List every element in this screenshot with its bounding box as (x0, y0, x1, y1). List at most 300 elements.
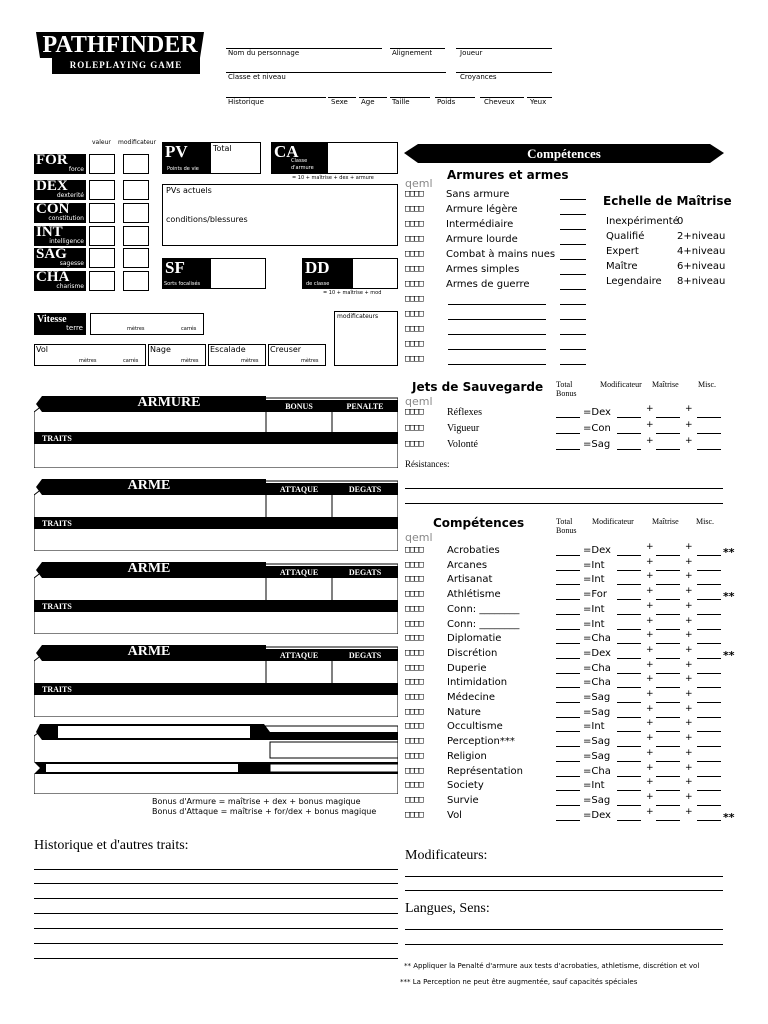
skill-misc-line[interactable] (697, 820, 721, 821)
history-line[interactable] (34, 943, 398, 944)
saves-title: Jets de Sauvegarde (412, 380, 544, 394)
armor-weapon-value-line[interactable] (560, 229, 586, 230)
skill-misc-line[interactable] (697, 761, 721, 762)
weapon-traits-header: TRAITS (42, 519, 72, 528)
mastery-value: 2+niveau (677, 231, 726, 242)
skill-mastery-line[interactable] (656, 614, 680, 615)
skill-misc-line[interactable] (697, 599, 721, 600)
proficiency-checkboxes[interactable]: □□□□ (405, 721, 423, 731)
skill-misc-line[interactable] (697, 629, 721, 630)
plus-sign: + (646, 616, 654, 626)
save-misc-line[interactable] (697, 433, 721, 434)
skill-mastery-line[interactable] (656, 761, 680, 762)
dd-abbr: DD (305, 258, 330, 277)
save-mastery-line[interactable] (656, 417, 680, 418)
proficiency-checkboxes[interactable]: □□□□ (405, 249, 423, 259)
ability-abbr: CHA (36, 269, 70, 285)
proficiency-checkboxes[interactable]: □□□□ (405, 339, 423, 349)
skill-misc-line[interactable] (697, 643, 721, 644)
burrow-metres: mètres (301, 358, 319, 364)
skill-modifier-line[interactable] (617, 629, 641, 630)
proficiency-checkboxes[interactable]: □□□□ (405, 751, 423, 761)
mastery-name: Maître (606, 261, 638, 272)
save-mastery-line[interactable] (656, 433, 680, 434)
armor-weapon-blank-line[interactable] (448, 304, 546, 305)
skill-mastery-line[interactable] (656, 776, 680, 777)
weapon-attack-header: ATTAQUE (279, 568, 319, 577)
proficiency-checkboxes[interactable]: □□□□ (405, 574, 423, 584)
swim-speed-box[interactable] (148, 344, 206, 366)
ability-abbr: INT (36, 224, 63, 240)
fly-metres: mètres (79, 358, 97, 364)
skill-total-line[interactable] (556, 570, 580, 571)
fly-speed-box[interactable] (34, 344, 146, 366)
ability-value-box[interactable] (89, 154, 115, 174)
weapon-title: ARME (127, 644, 171, 659)
skill-modifier-line[interactable] (617, 761, 641, 762)
ability-modifier-box[interactable] (123, 226, 149, 246)
skill-total-line[interactable] (556, 658, 580, 659)
ability-name: sagesse (59, 260, 84, 267)
skill-modifier-line[interactable] (617, 570, 641, 571)
proficiency-checkboxes[interactable]: □□□□ (405, 619, 423, 629)
armor-weapon-value-line[interactable] (560, 244, 586, 245)
armor-weapon-value-line[interactable] (560, 259, 586, 260)
history-line[interactable] (34, 928, 398, 929)
save-misc-line[interactable] (697, 449, 721, 450)
skill-total-line[interactable] (556, 731, 580, 732)
plus-sign: + (685, 645, 693, 655)
armor-weapon-value-line[interactable] (560, 364, 586, 365)
weapon-traits-header: TRAITS (42, 602, 72, 611)
proficiency-checkboxes[interactable]: □□□□ (405, 354, 423, 364)
skill-mastery-line[interactable] (656, 820, 680, 821)
plus-sign: + (685, 660, 693, 670)
skill-name: Survie (447, 795, 479, 806)
skill-modifier-line[interactable] (617, 599, 641, 600)
skill-modifier-line[interactable] (617, 702, 641, 703)
dd-value-box[interactable] (352, 258, 398, 289)
speed-value-box[interactable] (90, 313, 204, 335)
ability-value-box[interactable] (89, 271, 115, 291)
save-total-line[interactable] (556, 449, 580, 450)
proficiency-checkboxes[interactable]: □□□□ (405, 264, 423, 274)
proficiency-checkboxes[interactable]: □□□□ (405, 795, 423, 805)
proficiency-checkboxes[interactable]: □□□□ (405, 324, 423, 334)
plus-sign: + (685, 733, 693, 743)
skill-name: Perception*** (447, 736, 515, 747)
skill-modifier-line[interactable] (617, 658, 641, 659)
plus-sign: + (685, 763, 693, 773)
skill-total-line[interactable] (556, 776, 580, 777)
skill-modifier-line[interactable] (617, 555, 641, 556)
history-line[interactable] (34, 883, 398, 884)
armor-weapon-blank-line[interactable] (448, 334, 546, 335)
proficiency-checkboxes[interactable]: □□□□ (405, 663, 423, 673)
skill-mastery-line[interactable] (656, 805, 680, 806)
languages-line-1[interactable] (405, 929, 723, 930)
skill-modifier-line[interactable] (617, 687, 641, 688)
skills-total-header: Total (556, 517, 573, 526)
skill-modifier-line[interactable] (617, 643, 641, 644)
ca-sub1: Classe (291, 158, 308, 164)
armor-weapons-qeml: qeml (405, 177, 433, 190)
skill-stat: =Dex (583, 545, 611, 556)
proficiency-checkboxes[interactable]: □□□□ (405, 736, 423, 746)
footnote-armor-penalty: ** Appliquer la Penalté d'armure aux tests d'acrobaties, athletisme, discrétion et vol (404, 962, 700, 970)
skill-name: Duperie (447, 663, 487, 674)
mastery-value: 4+niveau (677, 246, 726, 257)
armor-weapon-value-line[interactable] (560, 274, 586, 275)
mastery-value: 6+niveau (677, 261, 726, 272)
plus-sign: + (685, 792, 693, 802)
skill-name: Intimidation (447, 677, 508, 688)
ability-modifier-box[interactable] (123, 154, 149, 174)
skill-mastery-line[interactable] (656, 643, 680, 644)
ability-label-int (34, 226, 86, 246)
skill-name: Nature (447, 707, 481, 718)
armor-weapon-value-line[interactable] (560, 334, 586, 335)
ability-value-box[interactable] (89, 203, 115, 223)
skill-total-line[interactable] (556, 702, 580, 703)
proficiency-checkboxes[interactable]: □□□□ (405, 279, 423, 289)
armor-weapon-value-line[interactable] (560, 319, 586, 320)
skill-mastery-line[interactable] (656, 629, 680, 630)
history-line[interactable] (34, 913, 398, 914)
ability-value-box[interactable] (89, 248, 115, 268)
sex-label: Sexe (331, 98, 348, 106)
speed-sub: terre (66, 324, 83, 332)
dd-label-block (302, 258, 352, 289)
save-name: Réflexes (447, 407, 482, 418)
ca-label-block (271, 142, 327, 174)
weapon-title: ARME (127, 478, 171, 493)
proficiency-checkboxes[interactable]: □□□□ (405, 692, 423, 702)
skill-misc-line[interactable] (697, 673, 721, 674)
plus-sign: + (646, 777, 654, 787)
plus-sign: + (646, 630, 654, 640)
skill-mastery-line[interactable] (656, 687, 680, 688)
save-modifier-line[interactable] (617, 417, 641, 418)
dd-sub: de classe (306, 281, 330, 287)
armor-weapon-value-line[interactable] (560, 304, 586, 305)
resistances-line-2[interactable] (405, 503, 723, 504)
attack-bonus-note: Bonus d'Attaque = maîtrise + for/dex + bonus magique (152, 807, 377, 816)
proficiency-checkboxes[interactable]: □□□□ (405, 707, 423, 717)
skill-misc-line[interactable] (697, 658, 721, 659)
history-line[interactable] (34, 958, 398, 959)
proficiency-checkboxes[interactable]: □□□□ (405, 439, 423, 449)
skill-total-line[interactable] (556, 643, 580, 644)
plus-sign: + (646, 704, 654, 714)
skill-total-line[interactable] (556, 687, 580, 688)
armor-weapon-name: Armes simples (446, 264, 520, 275)
armor-bonus-note: Bonus d'Armure = maîtrise + dex + bonus magique (152, 797, 361, 806)
history-line[interactable] (34, 869, 398, 870)
armor-weapon-value-line[interactable] (560, 289, 586, 290)
proficiency-checkboxes[interactable]: □□□□ (405, 309, 423, 319)
skill-modifier-line[interactable] (617, 776, 641, 777)
proficiency-checkboxes[interactable]: □□□□ (405, 604, 423, 614)
speed-modifiers-label: modificateurs (337, 313, 379, 320)
modifiers-title: Modificateurs: (405, 848, 488, 863)
proficiency-checkboxes[interactable]: □□□□ (405, 648, 423, 658)
skill-mastery-line[interactable] (656, 790, 680, 791)
skill-total-line[interactable] (556, 629, 580, 630)
saves-mastery-header: Maîtrise (652, 380, 679, 389)
armor-weapon-name: Intermédiaire (446, 219, 514, 230)
skill-modifier-line[interactable] (617, 717, 641, 718)
skill-name: Acrobaties (447, 545, 500, 556)
skill-name: Religion (447, 751, 487, 762)
armor-bonus-header: BONUS (285, 402, 313, 411)
skill-name: Diplomatie (447, 633, 502, 644)
proficiency-checkboxes[interactable]: □□□□ (405, 766, 423, 776)
skill-misc-line[interactable] (697, 702, 721, 703)
armor-weapon-name: Combat à mains nues (446, 249, 556, 260)
save-modifier-line[interactable] (617, 449, 641, 450)
conditions-label: conditions/blessures (166, 215, 248, 224)
speed-label: Vitesse (37, 314, 67, 325)
sf-value-box[interactable] (210, 258, 266, 289)
plus-sign: + (685, 420, 693, 430)
ability-value-header: valeur (92, 139, 111, 146)
skill-stat: =Cha (583, 677, 611, 688)
weapon-attack-header: ATTAQUE (279, 485, 319, 494)
plus-sign: + (646, 763, 654, 773)
skill-name: Arcanes (447, 560, 488, 571)
ability-label-sag (34, 248, 86, 268)
modifiers-line-1[interactable] (405, 876, 723, 877)
skill-misc-line[interactable] (697, 731, 721, 732)
ability-name: charisme (56, 283, 84, 290)
skill-misc-line[interactable] (697, 717, 721, 718)
history-title: Historique et d'autres traits: (34, 838, 189, 853)
skill-modifier-line[interactable] (617, 790, 641, 791)
speed-carres: carrés (181, 326, 197, 332)
speed-label-block (34, 313, 86, 335)
ca-value-box[interactable] (327, 142, 398, 174)
plus-sign: + (646, 420, 654, 430)
class-level-label: Classe et niveau (228, 73, 286, 81)
languages-line-2[interactable] (405, 944, 723, 945)
proficiency-checkboxes[interactable]: □□□□ (405, 407, 423, 417)
skill-stat: =Int (583, 780, 605, 791)
skill-misc-line[interactable] (697, 746, 721, 747)
proficiency-checkboxes[interactable]: □□□□ (405, 234, 423, 244)
skill-total-line[interactable] (556, 805, 580, 806)
skill-modifier-line[interactable] (617, 584, 641, 585)
skill-modifier-line[interactable] (617, 614, 641, 615)
weapon-damage-header: DEGATS (348, 568, 382, 577)
skill-misc-line[interactable] (697, 790, 721, 791)
save-total-line[interactable] (556, 417, 580, 418)
saves-qeml: qeml (405, 395, 433, 408)
save-total-line[interactable] (556, 433, 580, 434)
skill-mastery-line[interactable] (656, 702, 680, 703)
armor-weapon-blank-line[interactable] (448, 364, 546, 365)
skill-stat: =Cha (583, 766, 611, 777)
ability-modifier-box[interactable] (123, 203, 149, 223)
skill-total-line[interactable] (556, 599, 580, 600)
proficiency-checkboxes[interactable]: □□□□ (405, 219, 423, 229)
plus-sign: + (646, 586, 654, 596)
plus-sign: + (646, 645, 654, 655)
ability-modifier-header: modificateur (118, 139, 157, 146)
armor-penalty-mark: ** (723, 590, 735, 603)
proficiency-checkboxes[interactable]: □□□□ (405, 204, 423, 214)
skill-total-line[interactable] (556, 790, 580, 791)
skill-misc-line[interactable] (697, 614, 721, 615)
skill-modifier-line[interactable] (617, 820, 641, 821)
weapon-damage-header: DEGATS (348, 651, 382, 660)
skills-bonus-header: Bonus (556, 526, 577, 535)
burrow-speed-box[interactable] (268, 344, 326, 366)
ability-abbr: FOR (36, 152, 68, 168)
skill-total-line[interactable] (556, 614, 580, 615)
height-label: Taille (392, 98, 410, 106)
proficiency-checkboxes[interactable]: □□□□ (405, 633, 423, 643)
proficiency-checkboxes[interactable]: □□□□ (405, 294, 423, 304)
mastery-name: Inexpérimenté (606, 216, 679, 227)
history-line[interactable] (34, 898, 398, 899)
skill-name: Conn: ________ (447, 619, 520, 630)
armor-weapon-blank-line[interactable] (448, 319, 546, 320)
skill-mastery-line[interactable] (656, 599, 680, 600)
ability-abbr: SAG (36, 246, 67, 262)
modifiers-line-2[interactable] (405, 890, 723, 891)
save-mastery-line[interactable] (656, 449, 680, 450)
skill-misc-line[interactable] (697, 570, 721, 571)
skill-stat: =Int (583, 619, 605, 630)
proficiency-checkboxes[interactable]: □□□□ (405, 677, 423, 687)
armor-weapon-value-line[interactable] (560, 349, 586, 350)
skill-total-line[interactable] (556, 673, 580, 674)
skill-stat: =Sag (583, 751, 611, 762)
player-label: Joueur (460, 49, 483, 57)
age-label: Age (361, 98, 375, 106)
skill-total-line[interactable] (556, 746, 580, 747)
skill-total-line[interactable] (556, 717, 580, 718)
skill-mastery-line[interactable] (656, 673, 680, 674)
ability-value-box[interactable] (89, 180, 115, 200)
armor-weapon-name: Sans armure (446, 189, 510, 200)
skill-total-line[interactable] (556, 584, 580, 585)
speed-modifiers-box[interactable] (334, 311, 398, 366)
skills-qeml: qeml (405, 531, 433, 544)
plus-sign: + (685, 704, 693, 714)
skill-modifier-line[interactable] (617, 805, 641, 806)
ability-modifier-box[interactable] (123, 271, 149, 291)
save-misc-line[interactable] (697, 417, 721, 418)
skill-misc-line[interactable] (697, 584, 721, 585)
plus-sign: + (685, 542, 693, 552)
armor-weapon-blank-line[interactable] (448, 349, 546, 350)
mastery-value: 8+niveau (677, 276, 726, 287)
climb-label: Escalade (210, 345, 246, 354)
skill-mastery-line[interactable] (656, 658, 680, 659)
ca-formula: = 10 + maîtrise + dex + armure (292, 175, 374, 181)
proficiency-checkboxes[interactable]: □□□□ (405, 423, 423, 433)
skill-mastery-line[interactable] (656, 717, 680, 718)
plus-sign: + (685, 718, 693, 728)
pv-current-box[interactable] (162, 184, 398, 246)
ability-abbr: DEX (36, 178, 68, 194)
weapon-traits-header: TRAITS (42, 685, 72, 694)
skill-stat: =Sag (583, 736, 611, 747)
skill-name: Vol (447, 810, 462, 821)
proficiency-checkboxes[interactable]: □□□□ (405, 810, 423, 820)
ability-value-box[interactable] (89, 226, 115, 246)
competences-banner-title: Compétences (527, 146, 601, 161)
armor-weapon-value-line[interactable] (560, 199, 586, 200)
armor-penalty-header: PENALTE (346, 402, 384, 411)
ability-modifier-box[interactable] (123, 180, 149, 200)
skill-total-line[interactable] (556, 761, 580, 762)
save-modifier-line[interactable] (617, 433, 641, 434)
plus-sign: + (646, 404, 654, 414)
skill-total-line[interactable] (556, 555, 580, 556)
plus-sign: + (685, 777, 693, 787)
plus-sign: + (685, 571, 693, 581)
fly-carres: carrés (123, 358, 139, 364)
name-label: Nom du personnage (228, 49, 300, 57)
skill-mastery-line[interactable] (656, 555, 680, 556)
skill-misc-line[interactable] (697, 805, 721, 806)
skill-misc-line[interactable] (697, 555, 721, 556)
armor-weapon-value-line[interactable] (560, 214, 586, 215)
skill-stat: =Cha (583, 633, 611, 644)
plus-sign: + (646, 436, 654, 446)
dd-formula: = 10 + maîtrise + mod (323, 290, 382, 296)
pv-current-label: PVs actuels (166, 186, 212, 195)
resistances-label: Résistances: (405, 459, 450, 469)
proficiency-checkboxes[interactable]: □□□□ (405, 780, 423, 790)
proficiency-checkboxes[interactable]: □□□□ (405, 189, 423, 199)
skill-name: Society (447, 780, 484, 791)
proficiency-checkboxes[interactable]: □□□□ (405, 560, 423, 570)
proficiency-checkboxes[interactable]: □□□□ (405, 545, 423, 555)
plus-sign: + (646, 601, 654, 611)
ability-modifier-box[interactable] (123, 248, 149, 268)
skill-modifier-line[interactable] (617, 731, 641, 732)
skill-modifier-line[interactable] (617, 673, 641, 674)
skill-stat: =Cha (583, 663, 611, 674)
skill-modifier-line[interactable] (617, 746, 641, 747)
weapon-section (34, 477, 398, 551)
skill-total-line[interactable] (556, 820, 580, 821)
pv-total-label: Total (213, 144, 232, 153)
burrow-label: Creuser (270, 345, 302, 354)
weight-label: Poids (437, 98, 456, 106)
skill-mastery-line[interactable] (656, 731, 680, 732)
skill-mastery-line[interactable] (656, 570, 680, 571)
proficiency-checkboxes[interactable]: □□□□ (405, 589, 423, 599)
armor-traits-header: TRAITS (42, 434, 72, 443)
plus-sign: + (685, 616, 693, 626)
skill-mastery-line[interactable] (656, 584, 680, 585)
plus-sign: + (646, 660, 654, 670)
pv-label-block (162, 142, 210, 174)
climb-speed-box[interactable] (208, 344, 266, 366)
pv-total-box[interactable] (210, 142, 261, 174)
beliefs-label: Croyances (460, 73, 497, 81)
skill-misc-line[interactable] (697, 687, 721, 688)
armor-title: ARMURE (137, 395, 201, 410)
skill-misc-line[interactable] (697, 776, 721, 777)
skill-mastery-line[interactable] (656, 746, 680, 747)
resistances-line-1[interactable] (405, 488, 723, 489)
